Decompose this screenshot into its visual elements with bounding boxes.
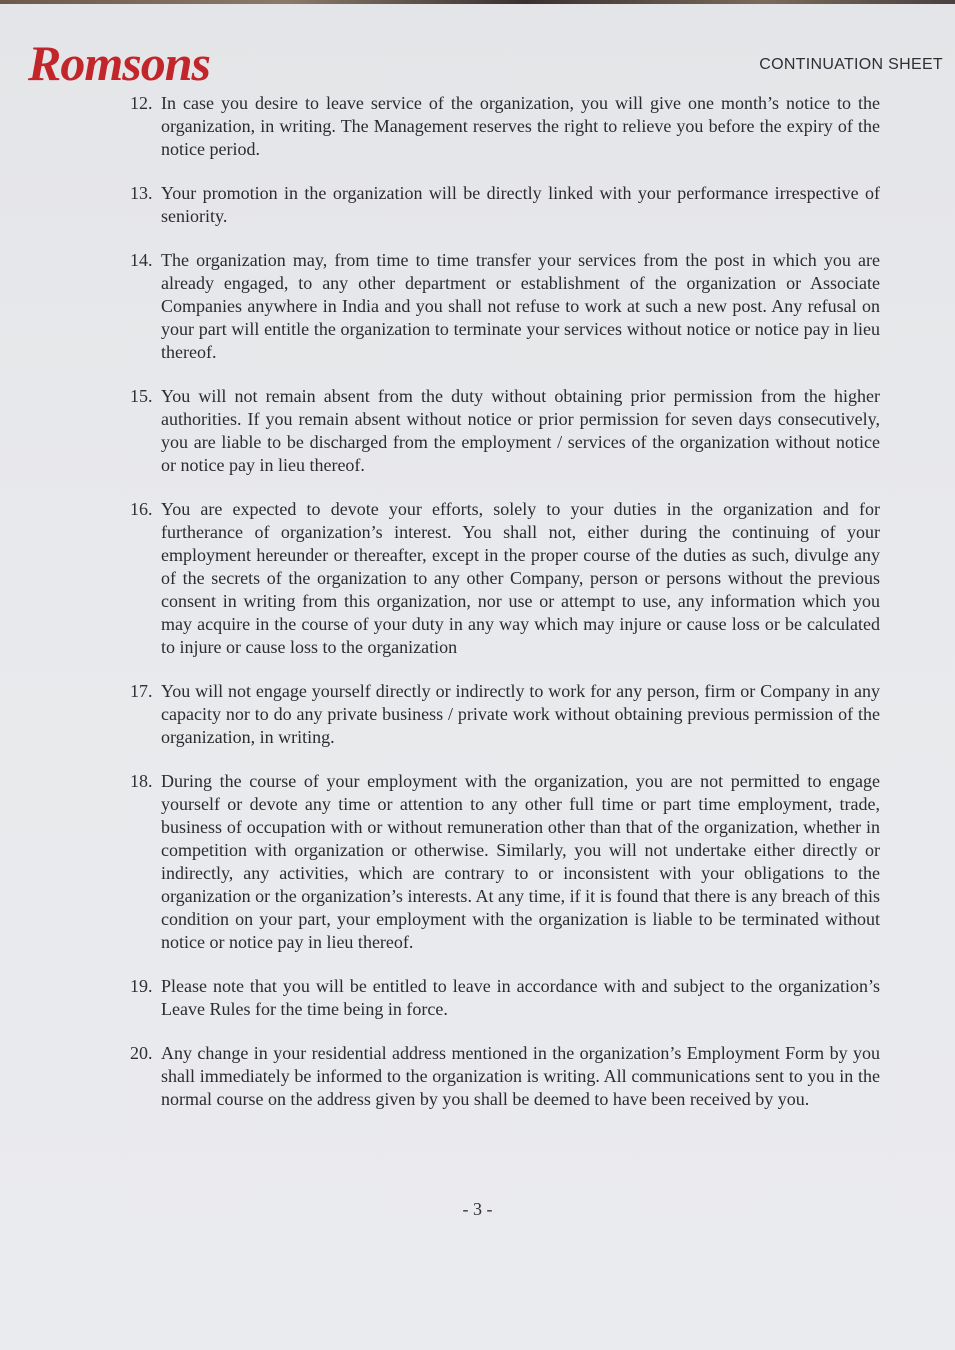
clause-text: During the course of your employment with the organization, you are not permitted to engage yourself or devote any time or attention to any other full time or part time employment, trade, business of occupation with or without remuneration other than that of the organization, whether in competition with organization or otherwise. Similarly, you will not undertake either directly or indirectly, any activities, which are contrary to or inconsistent with your obligations to the organization or the organization’s interests. At any time, if it is found that there is any breach of this condition on your part, your employment with the organization is liable to be terminated without notice or notice pay in lieu thereof.	[161, 771, 880, 952]
clause-19	[130, 975, 880, 1021]
clause-number: 14.	[130, 250, 153, 270]
clause-text: You are expected to devote your efforts, solely to your duties in the organization and for furtherance of organization’s interest. You shall not, either during the continuing of your employment hereunder or thereafter, except in the proper course of the duties as such, divulge any of the secrets of the organization to any other Company, person or persons without the previous consent in writing from this organization, nor use or attempt to use, any information which you may acquire in the course of your duty in any way which may injure or cause loss or be calculated to injure or cause loss to the organization	[161, 499, 880, 657]
clause-number: 13.	[130, 183, 153, 203]
clause-number: 18.	[130, 771, 153, 791]
clause-12	[130, 92, 880, 161]
clause-number: 20.	[130, 1043, 153, 1063]
clause-text: Your promotion in the organization will be directly linked with your performance irrespective of seniority.	[161, 183, 880, 226]
page-number: - 3 -	[462, 1199, 493, 1219]
clause-text: Any change in your residential address mentioned in the organization’s Employment Form by you shall immediately be informed to the organization is writing. All communications sent to you in the normal course on the address given by you shall be deemed to have been received by you.	[161, 1043, 880, 1109]
clause-number: 19.	[130, 976, 153, 996]
clause-text: In case you desire to leave service of the organization, you will give one month’s notice to the organization, in writing. The Management reserves the right to relieve you before the expiry of the notice period.	[161, 93, 880, 159]
terms-clause-list	[130, 92, 880, 1132]
clause-number: 12.	[130, 93, 153, 113]
clause-number: 17.	[130, 681, 153, 701]
paper-top-edge	[0, 0, 955, 4]
clause-text: Please note that you will be entitled to leave in accordance with and subject to the organization’s Leave Rules for the time being in force.	[161, 976, 880, 1019]
clause-14	[130, 249, 880, 364]
clause-16	[130, 498, 880, 659]
clause-17	[130, 680, 880, 749]
clause-text: You will not remain absent from the duty without obtaining prior permission from the higher authorities. If you remain absent without notice or prior permission for seven days consecutively, you are liable to be discharged from the employment / services of the organization without notice or notice pay in lieu thereof.	[161, 386, 880, 475]
clause-15	[130, 385, 880, 477]
clause-text: The organization may, from time to time transfer your services from the post in which you are already engaged, to any other department or establishment of the organization or Associate Companies anywhere in India and you shall not refuse to work at such a new post. Any refusal on your part will entitle the organization to terminate your services without notice or notice pay in lieu thereof.	[161, 250, 880, 362]
clause-number: 16.	[130, 499, 153, 519]
clause-number: 15.	[130, 386, 153, 406]
continuation-sheet-label: CONTINUATION SHEET	[759, 56, 943, 73]
clause-text: You will not engage yourself directly or indirectly to work for any person, firm or Company in any capacity nor to do any private business / private work without obtaining previous permission of the organization, in writing.	[161, 681, 880, 747]
romsons-logo: Romsons	[28, 35, 210, 91]
clause-13	[130, 182, 880, 228]
clause-20	[130, 1042, 880, 1111]
clause-18	[130, 770, 880, 954]
